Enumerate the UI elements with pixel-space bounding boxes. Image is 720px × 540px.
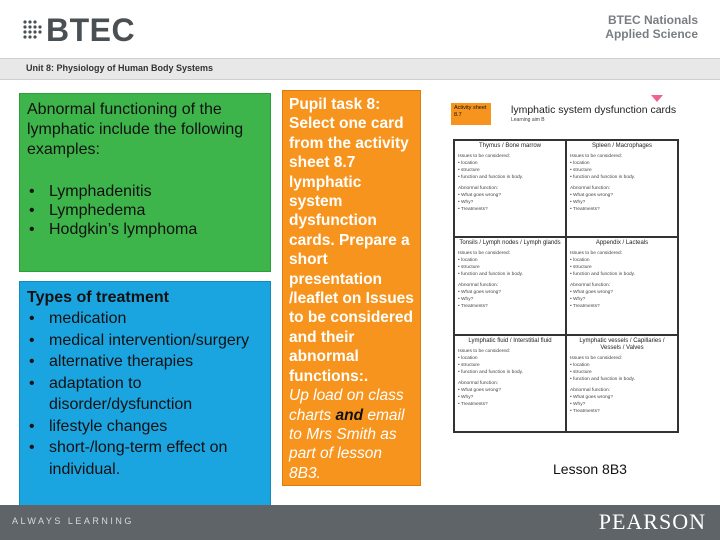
card-grid (453, 139, 679, 433)
card-line: Abnormal function: (458, 186, 498, 191)
card-line: • Treatments? (570, 304, 600, 310)
activity-card (566, 237, 678, 334)
card-line: • structure (570, 369, 592, 375)
card-line: Abnormal function: (570, 283, 610, 289)
card-line: • Treatments? (458, 304, 488, 310)
activity-card (566, 335, 678, 432)
card-line: Issues to be considered: (570, 154, 622, 159)
upload-after: email to Mrs Smith as part of lesson 8B3. (289, 406, 405, 482)
card-line: • What goes wrong? (570, 394, 614, 400)
activity-card (454, 335, 566, 432)
activity-card (454, 140, 566, 237)
list-item: • medication (27, 308, 263, 330)
treatment-box (19, 281, 271, 508)
list-item: • lifestyle changes (27, 416, 263, 438)
card-line: Issues to be considered: (458, 251, 510, 257)
card-line: Abnormal function: (458, 283, 498, 289)
disorder-list (27, 182, 263, 239)
list-item: • adaptation to disorder/dysfunction (27, 373, 263, 416)
card-line: • function and function in body. (570, 175, 636, 180)
card-line: • Why? (458, 297, 474, 303)
card-line: • Why? (570, 297, 586, 303)
activity-badge: Activity sheet 8.7 (451, 103, 491, 125)
card-line: • What goes wrong? (458, 387, 502, 393)
card-line: • What goes wrong? (570, 193, 614, 198)
card-heading: Appendix / Lacteals (595, 240, 649, 247)
btec-dots-icon (22, 19, 42, 41)
card-line: • What goes wrong? (570, 290, 614, 296)
card-line: • function and function in body. (570, 376, 636, 382)
card-line: • location (458, 258, 478, 264)
card-line: • Treatments? (458, 401, 488, 407)
upload-and: and (335, 406, 364, 424)
card-line: • What goes wrong? (458, 193, 502, 198)
pointer-arrow-icon (651, 95, 663, 102)
lesson-label: Lesson 8B3 (553, 461, 627, 477)
card-line: • structure (570, 265, 592, 271)
pupil-task-text: Pupil task 8: Select one card from the activity sheet 8.7 lymphatic system dysfunction cards. Prepare a short presentation /leaflet on Issues to be considered and their abnormal functions:. (289, 96, 414, 385)
footer-tagline: ALWAYS LEARNING (12, 516, 134, 526)
card-line: • structure (570, 168, 592, 173)
pupil-task-box (282, 90, 421, 486)
card-line: Issues to be considered: (570, 251, 622, 257)
card-line: • structure (458, 168, 480, 173)
list-item: • medical intervention/surgery (27, 330, 263, 352)
pearson-logo: PEARSON (598, 509, 706, 534)
card-line: Issues to be considered: (570, 355, 622, 361)
card-line: • location (570, 161, 590, 166)
card-line: • location (570, 258, 590, 264)
card-line: • location (458, 161, 478, 166)
card-line: • Treatments? (458, 207, 488, 212)
card-line: • What goes wrong? (458, 290, 502, 296)
activity-card (454, 237, 566, 334)
brand-line-1: BTEC Nationals (607, 13, 698, 27)
brand-line-2: Applied Science (605, 27, 698, 41)
card-line: Issues to be considered: (458, 154, 510, 159)
unit-title: Unit 8: Physiology of Human Body Systems (26, 63, 214, 73)
card-line: Abnormal function: (570, 387, 610, 393)
upload-before: Up load on class charts (289, 387, 404, 424)
treatment-list (27, 308, 263, 480)
card-line: • function and function in body. (458, 272, 524, 278)
list-item: • short-/long-term effect on individual. (27, 437, 263, 480)
card-line: • Why? (458, 200, 474, 205)
list-item: • Lymphedema (27, 201, 263, 220)
card-line: • Treatments? (570, 207, 600, 212)
card-line: • Why? (570, 200, 586, 205)
card-line: • location (570, 362, 590, 368)
treatment-title: Types of treatment (27, 289, 169, 306)
card-heading: Spleen / Macrophages (591, 143, 653, 149)
unit-bar (0, 58, 720, 80)
card-line: • location (458, 355, 478, 361)
card-line: Issues to be considered: (458, 348, 510, 354)
card-line: Abnormal function: (458, 380, 498, 386)
card-line: • structure (458, 265, 480, 271)
footer-bar (0, 505, 720, 540)
card-line: Abnormal function: (570, 186, 610, 191)
card-line: • Treatments? (570, 408, 600, 414)
activity-sheet-thumbnail (441, 95, 679, 435)
card-line: • function and function in body. (458, 175, 524, 180)
abnormal-functioning-box (19, 93, 271, 272)
list-item: • Hodgkin’s lymphoma (27, 220, 263, 239)
list-item: • Lymphadenitis (27, 182, 263, 201)
card-line: • function and function in body. (458, 369, 524, 375)
card-heading: Thymus / Bone marrow (478, 143, 542, 149)
list-item: • alternative therapies (27, 351, 263, 373)
brand-block (605, 13, 698, 41)
abnormal-intro: Abnormal functioning of the lymphatic include the following examples: (27, 101, 244, 158)
card-heading: Lymphatic fluid / Interstitial fluid (468, 337, 552, 344)
btec-logo (22, 12, 135, 48)
card-line: • function and function in body. (570, 272, 636, 278)
card-heading: Lymphatic vessels / Capillaries / Vessels / Valves (579, 337, 665, 351)
card-line: • structure (458, 362, 480, 368)
activity-card (566, 140, 678, 237)
sheet-subtitle: Learning aim B (511, 117, 545, 123)
card-heading: Tonsils / Lymph nodes / Lymph glands (459, 240, 561, 247)
card-line: • Why? (570, 401, 586, 407)
upload-instructions (289, 386, 414, 483)
logo-text: BTEC (46, 11, 136, 48)
sheet-title: lymphatic system dysfunction cards (511, 104, 677, 116)
card-line: • Why? (458, 394, 474, 400)
